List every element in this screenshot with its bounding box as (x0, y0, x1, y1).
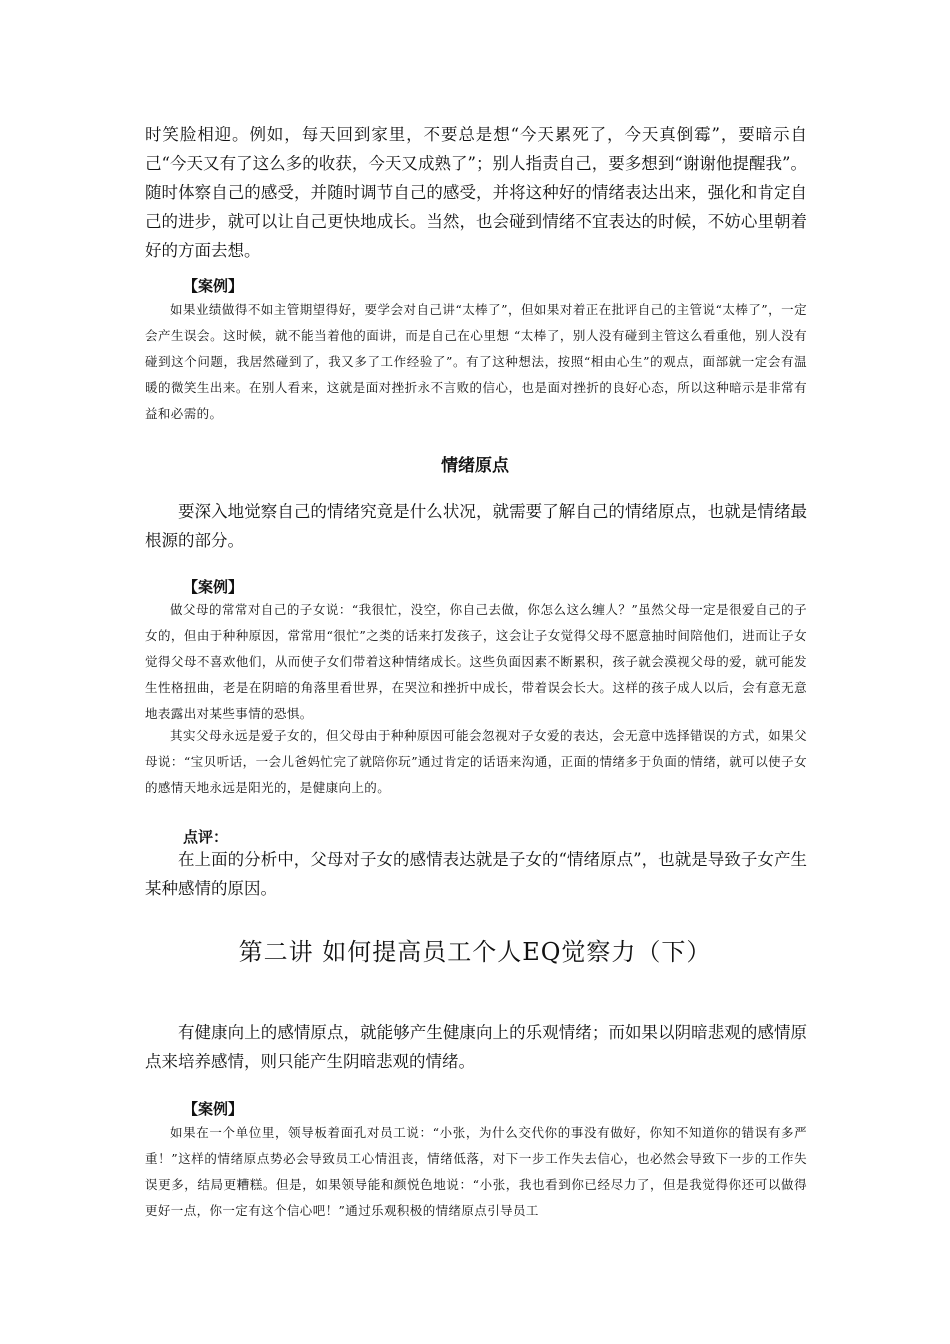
lecture-title: 第二讲 如何提高员工个人EQ觉察力（下） (238, 938, 712, 966)
paragraph-healthy-origin: 有健康向上的感情原点，就能够产生健康向上的乐观情绪；而如果以阴暗悲观的感情原点来培养感情，则只能产生阴暗悲观的情绪。 (145, 1023, 807, 1071)
case-text-2b: 其实父母永远是爱子女的，但父母由于种种原因可能会忽视对子女爱的表达，会无意中选择错误的方式，如果父母说：“宝贝听话，一会儿爸妈忙完了就陪你玩”通过肯定的话语来沟通，正面的情绪多于负面的情绪，就可以使子女的感情天地永远是阳光的，是健康向上的。 (145, 728, 807, 795)
case-label-2: 【案例】 (183, 578, 244, 596)
case-text-2a: 做父母的常常对自己的子女说：“我很忙，没空，你自己去做，你怎么这么缠人？”虽然父母一定是很爱自己的子女的，但由于种种原因，常常用“很忙”之类的话来打发孩子，这会让子女觉得父母不愿意抽时间陪他们，进而让子女觉得父母不喜欢他们，从而使子女们带着这种情绪成长。这些负面因素不断累积，孩子就会漠视父母的爱，就可能发生性格扭曲，老是在阴暗的角落里看世界，在哭泣和挫折中成长，带着误会长大。这样的孩子成人以后，会有意无意地表露出对某些事情的恐惧。 (145, 602, 807, 721)
case-text-1: 如果业绩做得不如主管期望得好，要学会对自己讲“太棒了”，但如果对着正在批评自己的主管说“太棒了”，一定会产生误会。这时候，就不能当着他的面讲，而是自己在心里想 “太棒了，别人没有碰到主管这么看重他，别人没有碰到这个问题，我居然碰到了，我又多了工作经验了”。有了这种想法，按照“相由心生”的观点，面部就一定会有温暖的微笑生出来。在别人看来，这就是面对挫折永不言败的信心，也是面对挫折的良好心态，所以这种暗示是非常有益和必需的。 (145, 302, 807, 421)
paragraph-emotion-origin: 要深入地觉察自己的情绪究竟是什么状况，就需要了解自己的情绪原点，也就是情绪最根源的部分。 (145, 502, 807, 550)
case-text-3: 如果在一个单位里，领导板着面孔对员工说：“小张，为什么交代你的事没有做好，你知不知道你的错误有多严重！”这样的情绪原点势必会导致员工心情沮丧，情绪低落，对下一步工作失去信心，也必然会导致下一步的工作失误更多，结局更糟糕。但是，如果领导能和颜悦色地说：“小张，我也看到你已经尽力了，但是我觉得你还可以做得更好一点，你一定有这个信心吧！”通过乐观积极的情绪原点引导员工 (145, 1125, 807, 1218)
comment-text: 在上面的分析中，父母对子女的感情表达就是子女的“情绪原点”，也就是导致子女产生某种感情的原因。 (145, 850, 807, 898)
section-heading-emotion-origin: 情绪原点 (441, 456, 509, 476)
case-label-3: 【案例】 (183, 1100, 244, 1118)
comment-label: 点评： (183, 828, 229, 846)
case-label-1: 【案例】 (183, 277, 244, 295)
paragraph-intro: 时笑脸相迎。例如，每天回到家里，不要总是想“今天累死了，今天真倒霉”，要暗示自己“今天又有了这么多的收获，今天又成熟了”；别人指责自己，要多想到“谢谢他提醒我”。随时体察自己的感受，并随时调节自己的感受，并将这种好的情绪表达出来，强化和肯定自己的进步，就可以让自己更快地成长。当然，也会碰到情绪不宜表达的时候，不妨心里朝着好的方面去想。 (145, 125, 807, 260)
